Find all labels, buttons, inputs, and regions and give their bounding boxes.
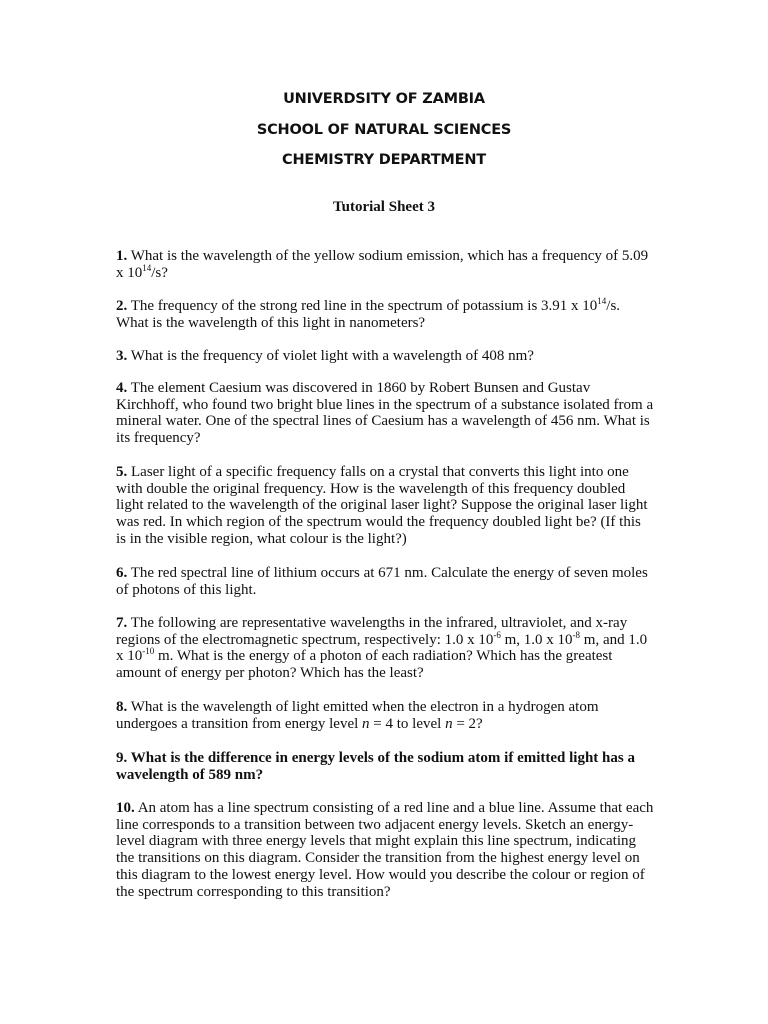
question-text: m. What is the energy of a photon of each radiation? Which has the greatest amount of energy per photon? Which has the least?	[116, 648, 613, 682]
question-number: 6.	[116, 565, 128, 581]
question-number: 9.	[116, 750, 128, 766]
question-text: m, 1.0 x 10	[500, 631, 573, 648]
question-2	[116, 298, 654, 331]
question-text: = 4 to level	[369, 715, 446, 732]
question-text: What is the difference in energy levels of the sodium atom if emitted light has a wavelength of 589 nm?	[116, 750, 635, 783]
question-number: 1.	[116, 248, 128, 264]
question-7	[116, 615, 654, 682]
department-heading: CHEMISTRY DEPARTMENT	[282, 152, 486, 168]
tutorial-sheet-title: Tutorial Sheet 3	[333, 199, 435, 215]
superscript: -10	[142, 646, 155, 657]
superscript: 14	[142, 262, 152, 273]
question-8	[116, 699, 654, 732]
question-number: 10.	[116, 800, 135, 816]
question-text: m, and 1.0 x 10	[116, 631, 648, 665]
question-number: 3.	[116, 348, 128, 364]
question-text: What is the wavelength of the yellow sodium emission, which has a frequency of 5.09 x 10	[116, 248, 649, 281]
university-heading: UNIVERDSITY OF ZAMBIA	[283, 91, 485, 107]
superscript: -6	[493, 629, 501, 640]
question-text: /s?	[151, 264, 168, 281]
question-4	[116, 380, 654, 447]
question-3	[116, 348, 654, 365]
variable-n: n	[362, 715, 370, 732]
question-text: What is the frequency of violet light with a wavelength of 408 nm?	[130, 348, 534, 364]
question-text: An atom has a line spectrum consisting of a red line and a blue line. Assume that each line corresponds to a transition between two adjacent energy levels. Sketch an energy-level diagram with three energy levels that might explain this line spectrum, indicating the transitions on this diagram. Consider the transition from the highest energy level on this diagram to the lowest energy level. How would you describe the colour or region of the spectrum corresponding to this transition?	[116, 800, 654, 900]
question-text: The frequency of the strong red line in the spectrum of potassium is 3.91 x 10	[130, 298, 598, 314]
superscript: -8	[572, 629, 581, 640]
question-number: 8.	[116, 699, 128, 715]
question-text: /s. What is the wavelength of this light in nanometers?	[116, 298, 621, 331]
question-1	[116, 248, 654, 281]
superscript: 14	[597, 296, 607, 306]
question-number: 2.	[116, 298, 128, 314]
question-9	[116, 750, 654, 783]
question-text: The red spectral line of lithium occurs at 671 nm. Calculate the energy of seven moles of photons of this light.	[116, 565, 648, 598]
question-5	[116, 464, 654, 548]
school-heading: SCHOOL OF NATURAL SCIENCES	[256, 122, 512, 138]
question-10	[116, 800, 654, 900]
question-6	[116, 565, 654, 598]
question-text: The following are representative wavelengths in the infrared, ultraviolet, and x-ray regions of the electromagnetic spectrum, respectively: 1.0 x 10	[116, 615, 628, 648]
question-number: 7.	[116, 615, 128, 631]
question-text: The element Caesium was discovered in 1860 by Robert Bunsen and Gustav Kirchhoff, who found two bright blue lines in the spectrum of a substance isolated from a mineral water. One of the spectral lines of Caesium has a wavelength of 456 nm. What is its frequency?	[116, 380, 654, 447]
question-text: What is the wavelength of light emitted when the electron in a hydrogen atom undergoes a transition from energy level	[116, 699, 599, 732]
question-number: 4.	[116, 380, 128, 396]
question-number: 5.	[116, 464, 128, 480]
variable-n: n	[445, 715, 453, 732]
question-text: Laser light of a specific frequency falls on a crystal that converts this light into one with double the original frequency. How is the wavelength of this frequency doubled light related to the wavelength of the original laser light? Suppose the original laser light was red. In which region of the spectrum would the frequency doubled light be? (If this is in the visible region, what colour is the light?)	[116, 464, 648, 547]
question-text: = 2?	[452, 715, 483, 732]
